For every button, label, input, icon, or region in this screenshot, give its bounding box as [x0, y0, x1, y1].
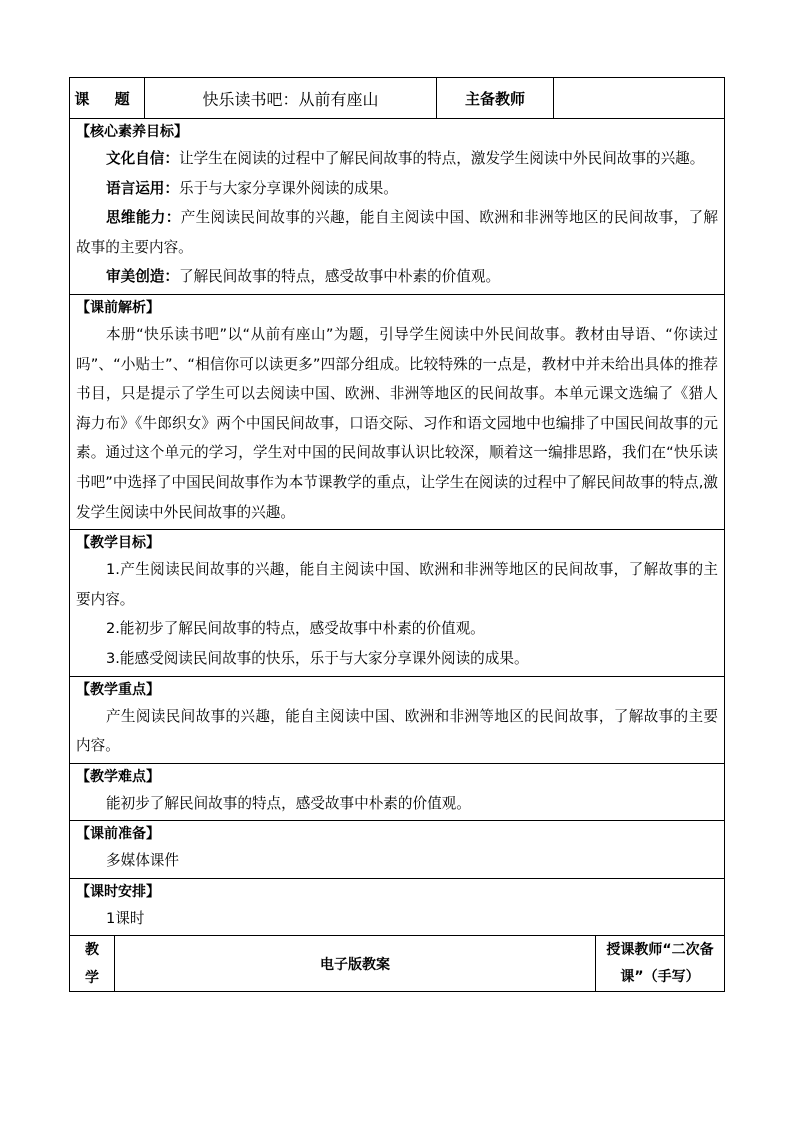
goal-item: 审美创造：了解民间故事的特点，感受故事中朴素的价值观。	[106, 268, 501, 286]
objective-item: 1.产生阅读民间故事的兴趣，能自主阅读中国、欧洲和非洲等地区的民间故事，了解故事的主要内容。	[76, 561, 718, 608]
objective-item: 2.能初步了解民间故事的特点，感受故事中朴素的价值观。	[106, 620, 485, 638]
header-row	[69, 77, 725, 119]
key-points-text: 产生阅读民间故事的兴趣，能自主阅读中国、欧洲和非洲等地区的民间故事，了解故事的主要内容。	[76, 707, 718, 755]
goal-item: 文化自信：让学生在阅读的过程中了解民间故事的特点，激发学生阅读中外民间故事的兴趣。	[106, 150, 705, 167]
preparation-section	[69, 821, 725, 879]
section-title: 【教学难点】	[76, 768, 160, 785]
section-title: 【课前准备】	[76, 826, 160, 843]
footer-row	[69, 936, 725, 992]
objective-item: 3.能感受阅读民间故事的快乐，乐于与大家分享课外阅读的成果。	[106, 649, 529, 667]
lesson-plan-table	[69, 77, 725, 992]
analysis-section	[69, 295, 725, 530]
schedule-section	[69, 879, 725, 937]
teacher-label: 主备教师	[437, 78, 554, 118]
footer-col-second-prep: 授课教师“二次备 课”（手写）	[606, 941, 714, 985]
section-title: 【课前解析】	[76, 299, 160, 316]
goal-item: 语言运用：乐于与大家分享课外阅读的成果。	[106, 179, 398, 197]
section-title: 【教学目标】	[76, 535, 160, 552]
preparation-text: 多媒体课件	[106, 852, 179, 870]
goal-item: 思维能力：产生阅读民间故事的兴趣，能自主阅读中国、欧洲和非洲等地区的民间故事，了解故事的主要内容。	[76, 209, 718, 256]
topic-value: 快乐读书吧：从前有座山	[145, 78, 437, 118]
analysis-text: 本册“快乐读书吧”以“从前有座山”为题，引导学生阅读中外民间故事。教材由导语、“你读过吗”、“小贴士”、“相信你可以读更多”四部分组成。比较特殊的一点是，教材中并未给出具体的推荐书目，只是提示了学生可以去阅读中国、欧洲、非洲等地区的民间故事。本单元课文选编了《猎人海力布》《牛郎织女》两个中国民间故事，口语交际、习作和语文园地中也编排了中国民间故事的元素。通过这个单元的学习，学生对中国的民间故事认识比较深，顺着这一编排思路，我们在“快乐读书吧”中选择了中国民间故事作为本节课教学的重点，让学生在阅读的过程中了解民间故事的特点,激发学生阅读中外民间故事的兴趣。	[76, 325, 718, 521]
topic-label: 课 题	[70, 78, 145, 118]
key-points-section	[69, 677, 725, 764]
footer-col-electronic-plan: 电子版教案	[115, 936, 596, 991]
difficulties-text: 能初步了解民间故事的特点，感受故事中朴素的价值观。	[106, 794, 471, 812]
section-title: 【核心素养目标】	[76, 124, 188, 140]
section-title: 【课时安排】	[76, 883, 160, 900]
section-title: 【教学重点】	[76, 681, 160, 698]
difficulties-section	[69, 764, 725, 822]
core-goals-section	[69, 119, 725, 295]
footer-col-teaching: 教 学	[70, 936, 115, 991]
teacher-value	[554, 78, 724, 118]
objectives-section	[69, 530, 725, 676]
schedule-text: 1课时	[106, 909, 145, 927]
